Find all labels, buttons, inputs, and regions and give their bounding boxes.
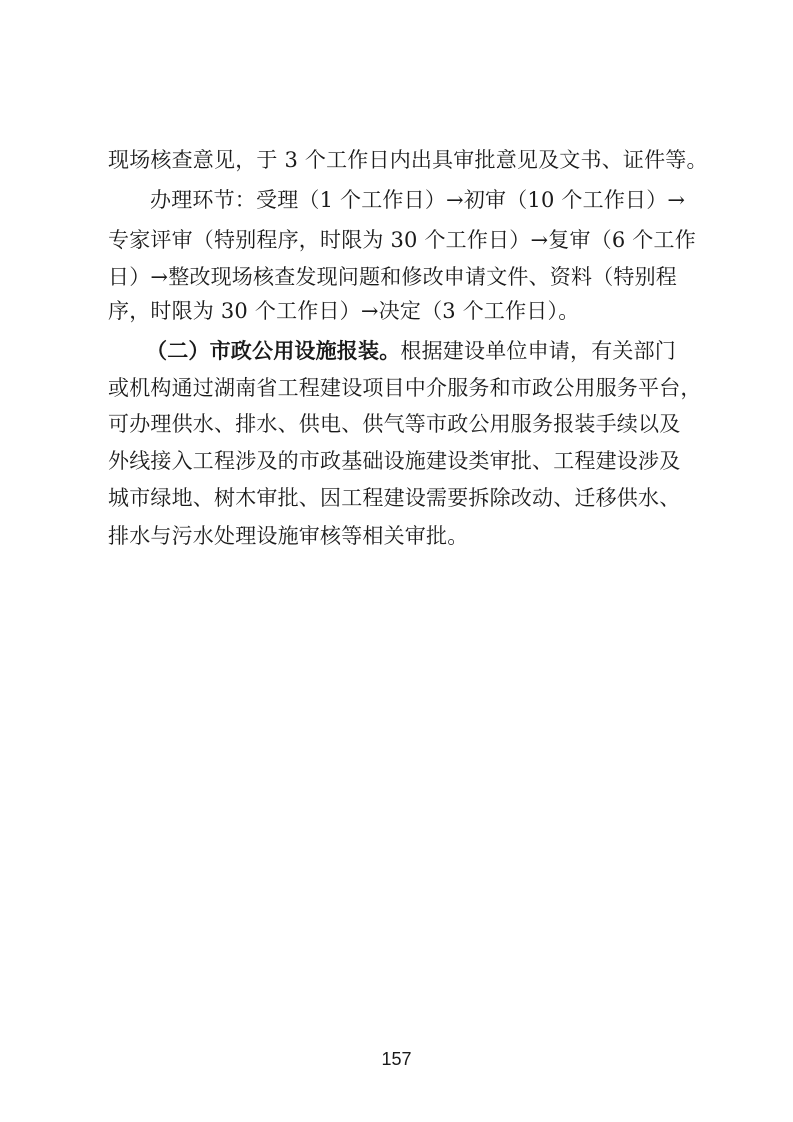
paragraph-3-line-6: 排水与污水处理设施审核等相关审批。 xyxy=(108,524,469,548)
paragraph-2-line-4: 序，时限为 30 个工作日）→决定（3 个工作日）。 xyxy=(108,299,580,323)
paragraph-2-line-2: 专家评审（特别程序，时限为 30 个工作日）→复审（6 个工作 xyxy=(108,228,696,252)
section-heading: （二）市政公用设施报装。 xyxy=(146,339,401,363)
paragraph-3-line-2: 或机构通过湖南省工程建设项目中介服务和市政公用服务平台， xyxy=(108,376,702,400)
paragraph-3-line-4: 外线接入工程涉及的市政基础设施建设类审批、工程建设涉及 xyxy=(108,449,681,473)
paragraph-3-line-3: 可办理供水、排水、供电、供气等市政公用服务报装手续以及 xyxy=(108,412,681,436)
paragraph-1-line-1: 现场核查意见，于 3 个工作日内出具审批意见及文书、证件等。 xyxy=(108,148,708,172)
paragraph-2-line-3: 日）→整改现场核查发现问题和修改申请文件、资料（特别程 xyxy=(108,265,677,289)
paragraph-3-line-1-rest: 根据建设单位申请，有关部门 xyxy=(400,339,677,363)
paragraph-3-line-5: 城市绿地、树木审批、因工程建设需要拆除改动、迁移供水、 xyxy=(108,486,681,510)
paragraph-2-line-1: 办理环节：受理（1 个工作日）→初审（10 个工作日）→ xyxy=(150,188,686,212)
page-number: 157 xyxy=(381,1049,412,1069)
paragraph-3-line-1 xyxy=(146,337,676,365)
